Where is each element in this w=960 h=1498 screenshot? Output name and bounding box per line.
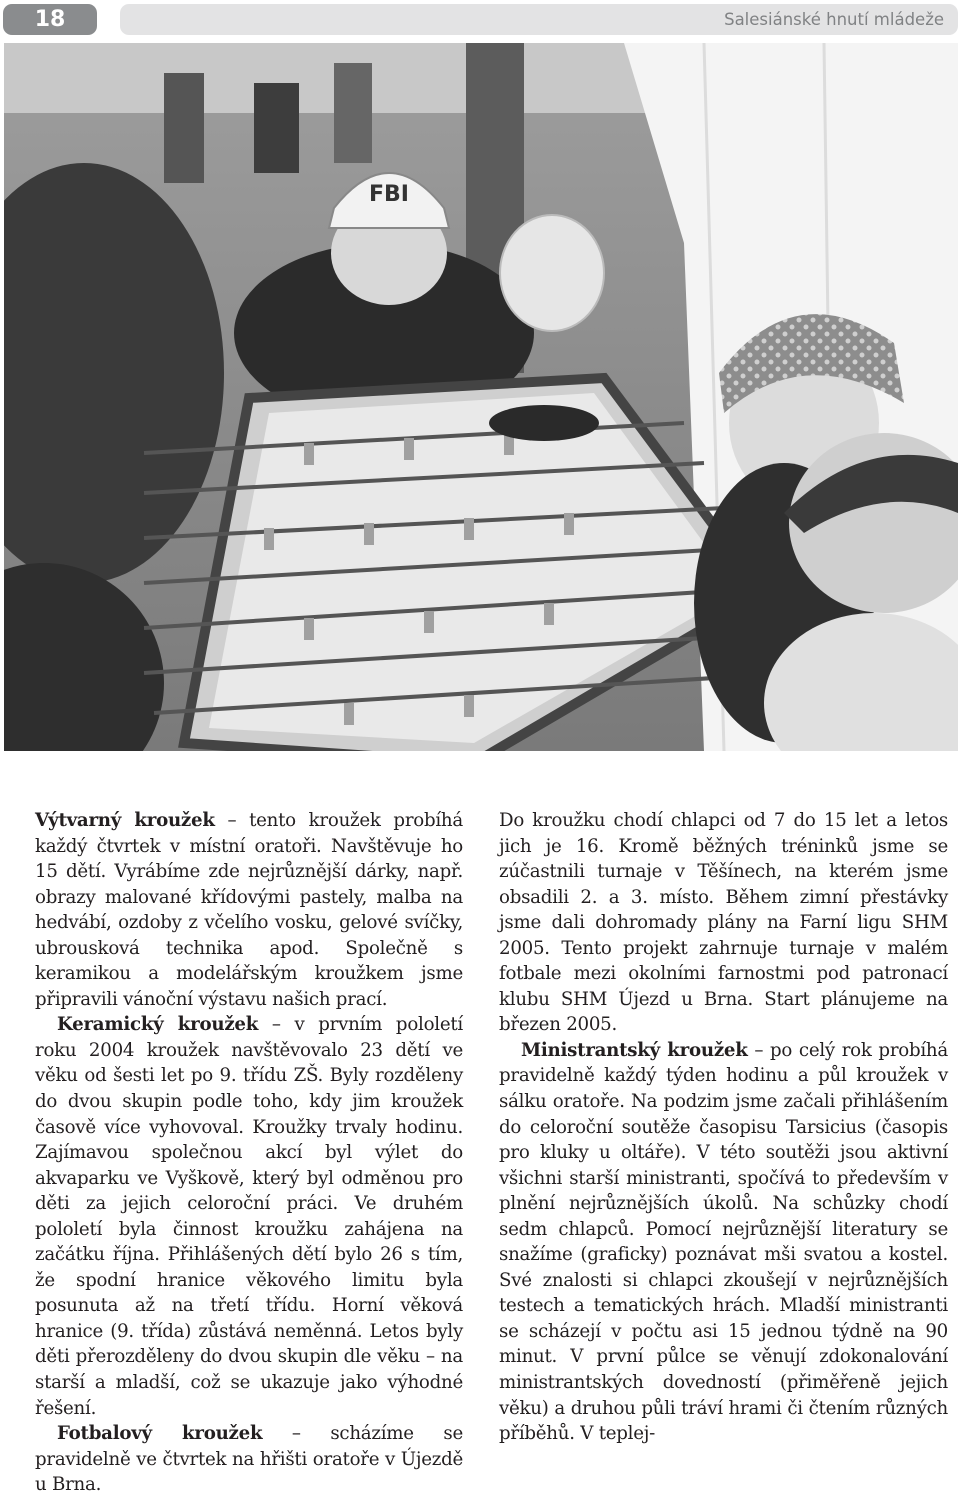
balloon — [500, 215, 604, 331]
heading-ministrantsky: Ministrantský kroužek — [521, 1039, 748, 1061]
paragraph-ministrantsky — [499, 1038, 948, 1447]
background-person — [334, 63, 372, 163]
heading-vytvarny: Výtvarný kroužek — [35, 810, 215, 831]
heading-keramicky: Keramický kroužek — [57, 1014, 259, 1036]
photo-illustration — [4, 43, 958, 751]
foosball-photo — [4, 43, 958, 751]
paragraph-fotbal-continued: Do kroužku chodí chlapci od 7 do 15 let a letos jich je 16. Kromě běžných tréninků jsme se zúčastnili turnaje v Těšínech, na kterém jsme obsadili 2. a 3. místo. Během zimní přestávky jsme dali dohromady plány na Farní ligu SHM 2005. Tento projekt zahrnuje turnaje v malém fotbale mezi okolními farnostmi pod patronací klubu SHM Újezd u Brna. Start plánujeme na březen 2005. — [499, 810, 948, 1036]
background-person — [254, 83, 299, 173]
goal-pocket — [489, 405, 599, 441]
text-fotbalovy: – scházíme se pravidelně ve čtvrtek na hřišti oratoře v Újezdě u Brna. — [35, 1423, 463, 1496]
section-title: Salesiánské hnutí mládeže — [724, 10, 944, 29]
paragraph-keramicky — [35, 1012, 463, 1421]
text-vytvarny: – tento kroužek probíhá každý čtvrtek v místní oratoři. Navštěvuje ho 15 dětí. Vyrábíme zde nejrůznější dárky, např. obrazy malované křídovými pastely, malba na hedvábí, ozdoby z včelího vosku, gelové svíčky, ubrousková technika apod. Společně s keramikou a modelářským kroužkem jsme připravili vánoční výstavu našich prací. — [35, 810, 463, 1010]
paragraph-vytvarny — [35, 808, 463, 1012]
text-ministrantsky: – po celý rok probíhá pravidelně každý týden hodinu a půl kroužek v sálku oratoře. Na podzim jsme začali přihlášením do celoroční soutěže časopisu Tarsicius (časopis pro kluky u oltáře). V této soutěži jsou aktivní všichni starší ministranti, spočívá to především v plnění nejrůznějších úkolů. Na schůzky chodí sedm chlapců. Pomocí nejrůznější literatury se snažíme (graficky) poznávat mši svatou a kostel. Své znalosti si chlapci zkoušejí v nejrůznějších testech a tematických hrách. Mladší ministranti se scházejí v počtu asi 15 jednou týdně na 90 minut. V první půlce se věnují zdokonalování ministrantských dovedností (přiměřeně jejich věku) a druhou půli tráví hrami či čtením různých příběhů. V teplej- — [499, 1039, 948, 1445]
paragraph-fotbalovy — [35, 1421, 463, 1498]
header-bar — [120, 4, 958, 35]
heading-fotbalovy: Fotbalový kroužek — [57, 1423, 263, 1445]
background-person — [164, 73, 204, 183]
left-column — [35, 808, 463, 1498]
text-keramicky: – v prvním pololetí roku 2004 kroužek navštěvovalo 23 dětí ve věku od šesti let po 9. třídu ZŠ. Byly rozděleny do dvou skupin podle toho, kdy jim kroužek časově více vyhovoval. Kroužky trvaly hodinu. Zajímavou společnou akcí byl výlet do akvaparku ve Vyškově, který byl odměnou pro děti za jejich celoroční práci. Ve druhém pololetí byla činnost kroužku zahájena na začátku října. Přihlášených dětí bylo 26 s tím, že spodní hranice věkového limitu byla posunuta až na třetí třídu. Horní věková hranice (9. třída) zůstává neměnná. Letos byly děti přerozděleny do dvou skupin dle věku – na starší a mladší, což se ukazuje jako výhodné řešení. — [35, 1014, 463, 1419]
page-header — [0, 0, 960, 40]
page-number: 18 — [3, 4, 97, 35]
cap-text: FBI — [369, 182, 409, 207]
right-column — [499, 808, 948, 1447]
